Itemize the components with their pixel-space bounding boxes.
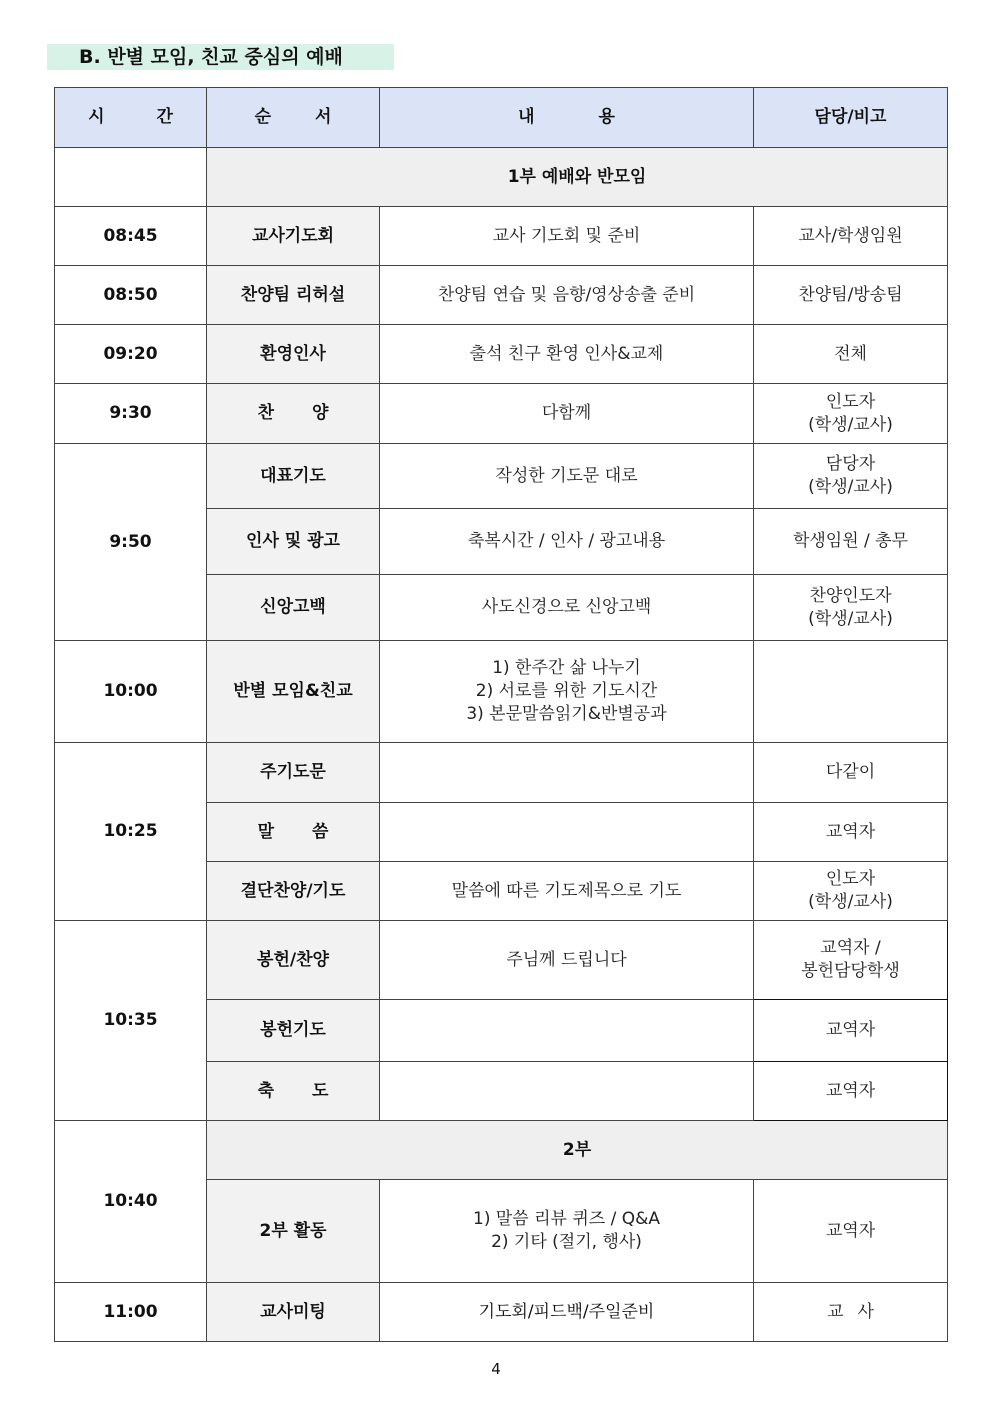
order-cell: 결단찬양/기도: [207, 862, 380, 921]
note-cell: 찬양팀/방송팀: [754, 266, 948, 325]
time-cell: 08:50: [55, 266, 207, 325]
order-cell: 신앙고백: [207, 575, 380, 641]
note-cell: 교 사: [754, 1283, 948, 1342]
order-cell: 반별 모임&친교: [207, 641, 380, 743]
note-cell: 교사/학생임원: [754, 207, 948, 266]
note-cell: 학생임원 / 총무: [754, 509, 948, 575]
header-row: [55, 88, 948, 148]
order-cell: 찬 양: [207, 384, 380, 444]
table-row: [55, 384, 948, 444]
note-cell: 다같이: [754, 743, 948, 803]
note-cell: [754, 641, 948, 743]
order-cell: 주기도문: [207, 743, 380, 803]
order-cell: 교사미팅: [207, 1283, 380, 1342]
table-row: [55, 207, 948, 266]
table-row: [55, 266, 948, 325]
header-time: 시 간: [55, 88, 207, 148]
header-note: 담당/비고: [754, 88, 948, 148]
order-cell: 봉헌/찬양: [207, 921, 380, 1000]
note-cell: 교역자 / 봉헌담당학생: [754, 921, 948, 1000]
content-cell: [380, 743, 754, 803]
table-row: [55, 444, 948, 509]
part1-time-cell: [55, 148, 207, 207]
part2-label: 2부: [207, 1121, 948, 1180]
order-cell: 찬양팀 리허설: [207, 266, 380, 325]
time-cell: 10:00: [55, 641, 207, 743]
time-cell: 11:00: [55, 1283, 207, 1342]
worship-schedule-table: [54, 87, 948, 1342]
note-cell: 교역자: [754, 1000, 948, 1062]
note-cell: 교역자: [754, 1062, 948, 1121]
content-cell: 주님께 드립니다: [380, 921, 754, 1000]
content-cell: 찬양팀 연습 및 음향/영상송출 준비: [380, 266, 754, 325]
table-row: [55, 743, 948, 803]
header-content: 내 용: [380, 88, 754, 148]
section-title: B. 반별 모임, 친교 중심의 예배: [47, 44, 394, 70]
note-cell: 인도자 (학생/교사): [754, 862, 948, 921]
table-row: [55, 325, 948, 384]
note-cell: 교역자: [754, 803, 948, 862]
order-cell: 교사기도회: [207, 207, 380, 266]
time-cell: 08:45: [55, 207, 207, 266]
order-cell: 축 도: [207, 1062, 380, 1121]
note-cell: 찬양인도자 (학생/교사): [754, 575, 948, 641]
table-row: [55, 641, 948, 743]
part1-row: [55, 148, 948, 207]
content-cell: 1) 말씀 리뷰 퀴즈 / Q&A 2) 기타 (절기, 행사): [380, 1180, 754, 1283]
order-cell: 말 씀: [207, 803, 380, 862]
content-cell: [380, 1000, 754, 1062]
time-cell: 10:35: [55, 921, 207, 1121]
content-cell: 다함께: [380, 384, 754, 444]
order-cell: 대표기도: [207, 444, 380, 509]
note-cell: 인도자 (학생/교사): [754, 384, 948, 444]
content-cell: 기도회/피드백/주일준비: [380, 1283, 754, 1342]
note-cell: 담당자 (학생/교사): [754, 444, 948, 509]
part1-label: 1부 예배와 반모임: [207, 148, 948, 207]
order-cell: 2부 활동: [207, 1180, 380, 1283]
content-cell: 교사 기도회 및 준비: [380, 207, 754, 266]
table-row: [55, 921, 948, 1000]
content-cell: 사도신경으로 신앙고백: [380, 575, 754, 641]
note-cell: 전체: [754, 325, 948, 384]
note-cell: 교역자: [754, 1180, 948, 1283]
header-order: 순 서: [207, 88, 380, 148]
page-number: 4: [491, 1360, 501, 1378]
time-cell: 09:20: [55, 325, 207, 384]
order-cell: 환영인사: [207, 325, 380, 384]
content-cell: 축복시간 / 인사 / 광고내용: [380, 509, 754, 575]
content-cell: 말씀에 따른 기도제목으로 기도: [380, 862, 754, 921]
order-cell: 봉헌기도: [207, 1000, 380, 1062]
content-cell: 출석 친구 환영 인사&교제: [380, 325, 754, 384]
content-cell: [380, 1062, 754, 1121]
time-cell: 10:25: [55, 743, 207, 921]
content-cell: 1) 한주간 삶 나누기 2) 서로를 위한 기도시간 3) 본문말씀읽기&반별공과: [380, 641, 754, 743]
part2-row: [55, 1121, 948, 1180]
time-cell: 9:30: [55, 384, 207, 444]
content-cell: [380, 803, 754, 862]
time-cell: 10:40: [55, 1121, 207, 1283]
time-cell: 9:50: [55, 444, 207, 641]
order-cell: 인사 및 광고: [207, 509, 380, 575]
content-cell: 작성한 기도문 대로: [380, 444, 754, 509]
table-row: [55, 1283, 948, 1342]
